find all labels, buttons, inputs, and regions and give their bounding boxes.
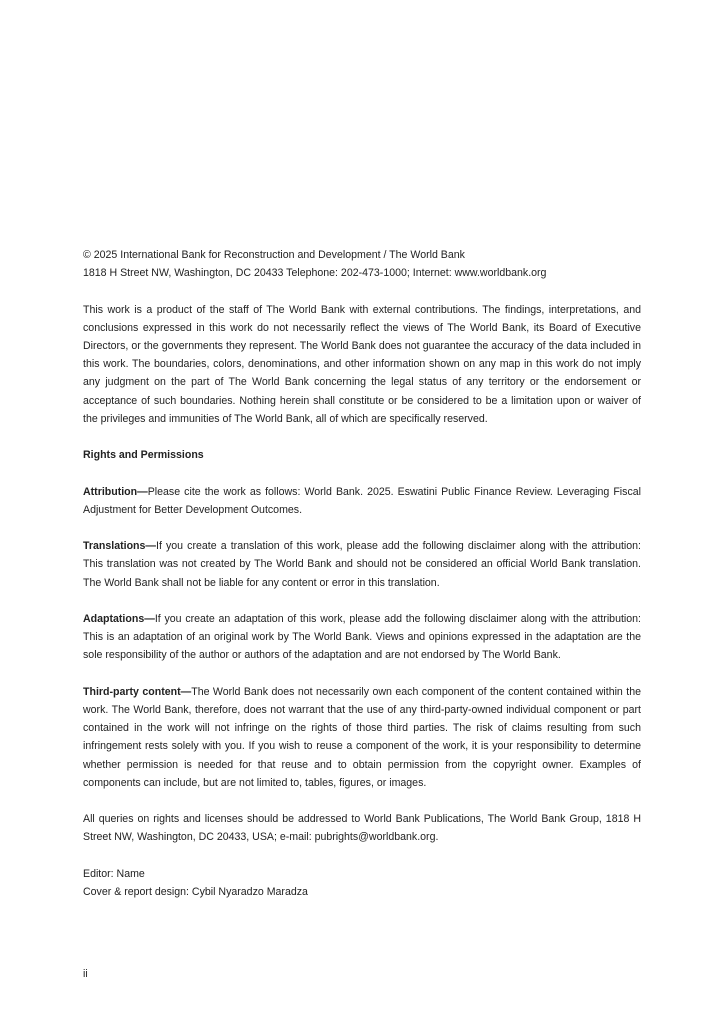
copyright-line: © 2025 International Bank for Reconstruction and Development / The World Bank xyxy=(83,249,465,261)
adaptations-term: Adaptations— xyxy=(83,612,155,625)
rights-heading: Rights and Permissions xyxy=(83,449,204,462)
attribution-paragraph xyxy=(83,483,641,519)
third-party-term: Third-party content— xyxy=(83,685,192,698)
copyright-block xyxy=(83,246,641,282)
attribution-term: Attribution— xyxy=(83,485,148,498)
attribution-text: Please cite the work as follows: World Bank. 2025. Eswatini Public Finance Review. Leveraging Fiscal Adjustment for Better Development Outcomes. xyxy=(83,485,641,516)
credits-block xyxy=(83,865,641,901)
translations-paragraph xyxy=(83,537,641,592)
queries-paragraph: All queries on rights and licenses should be addressed to World Bank Publications, The World Bank Group, 1818 H Street NW, Washington, DC 20433, USA; e-mail: pubrights@worldbank.org. xyxy=(83,813,641,844)
disclaimer-paragraph: This work is a product of the staff of The World Bank with external contributions. The findings, interpretations, and conclusions expressed in this work do not necessarily reflect the views of The World Bank, its Board of Executive Directors, or the governments they represent. The World Bank does not guarantee the accuracy of the data included in this work. The boundaries, colors, denominations, and other information shown on any map in this work do not imply any judgment on the part of The World Bank concerning the legal status of any territory or the endorsement or acceptance of such boundaries. Nothing herein shall constitute or be considered to be a limitation upon or waiver of the privileges and immunities of The World Bank, all of which are specifically reserved. xyxy=(83,303,641,425)
editor-credit: Editor: Name xyxy=(83,867,145,880)
third-party-paragraph xyxy=(83,683,641,792)
copyright-page-content xyxy=(83,246,641,901)
adaptations-text: If you create an adaptation of this work, please add the following disclaimer along with the attribution: This is an adaptation of an original work by The World Bank. Views and opinions expressed in the adaptation are the sole responsibility of the author or authors of the adaptation and are not endorsed by The World Bank. xyxy=(83,612,641,662)
translations-term: Translations— xyxy=(83,540,156,553)
page-number: ii xyxy=(83,968,88,980)
address-line: 1818 H Street NW, Washington, DC 20433 Telephone: 202-473-1000; Internet: www.worldbank.org xyxy=(83,267,547,280)
design-credit: Cover & report design: Cybil Nyaradzo Maradza xyxy=(83,885,308,898)
third-party-text: The World Bank does not necessarily own each component of the content contained within the work. The World Bank, therefore, does not warrant that the use of any third-party-owned individual component or part contained in the work will not infringe on the rights of those third parties. The risk of claims resulting from such infringement rests solely with you. If you wish to reuse a component of the work, it is your responsibility to determine whether permission is needed for that reuse and to obtain permission from the copyright owner. Examples of components can include, but are not limited to, tables, figures, or images. xyxy=(83,685,642,789)
translations-text: If you create a translation of this work, please add the following disclaimer along with the attribution: This translation was not created by The World Bank and should not be considered an official World Bank translation. The World Bank shall not be liable for any content or error in this translation. xyxy=(83,540,641,589)
adaptations-paragraph xyxy=(83,610,641,665)
